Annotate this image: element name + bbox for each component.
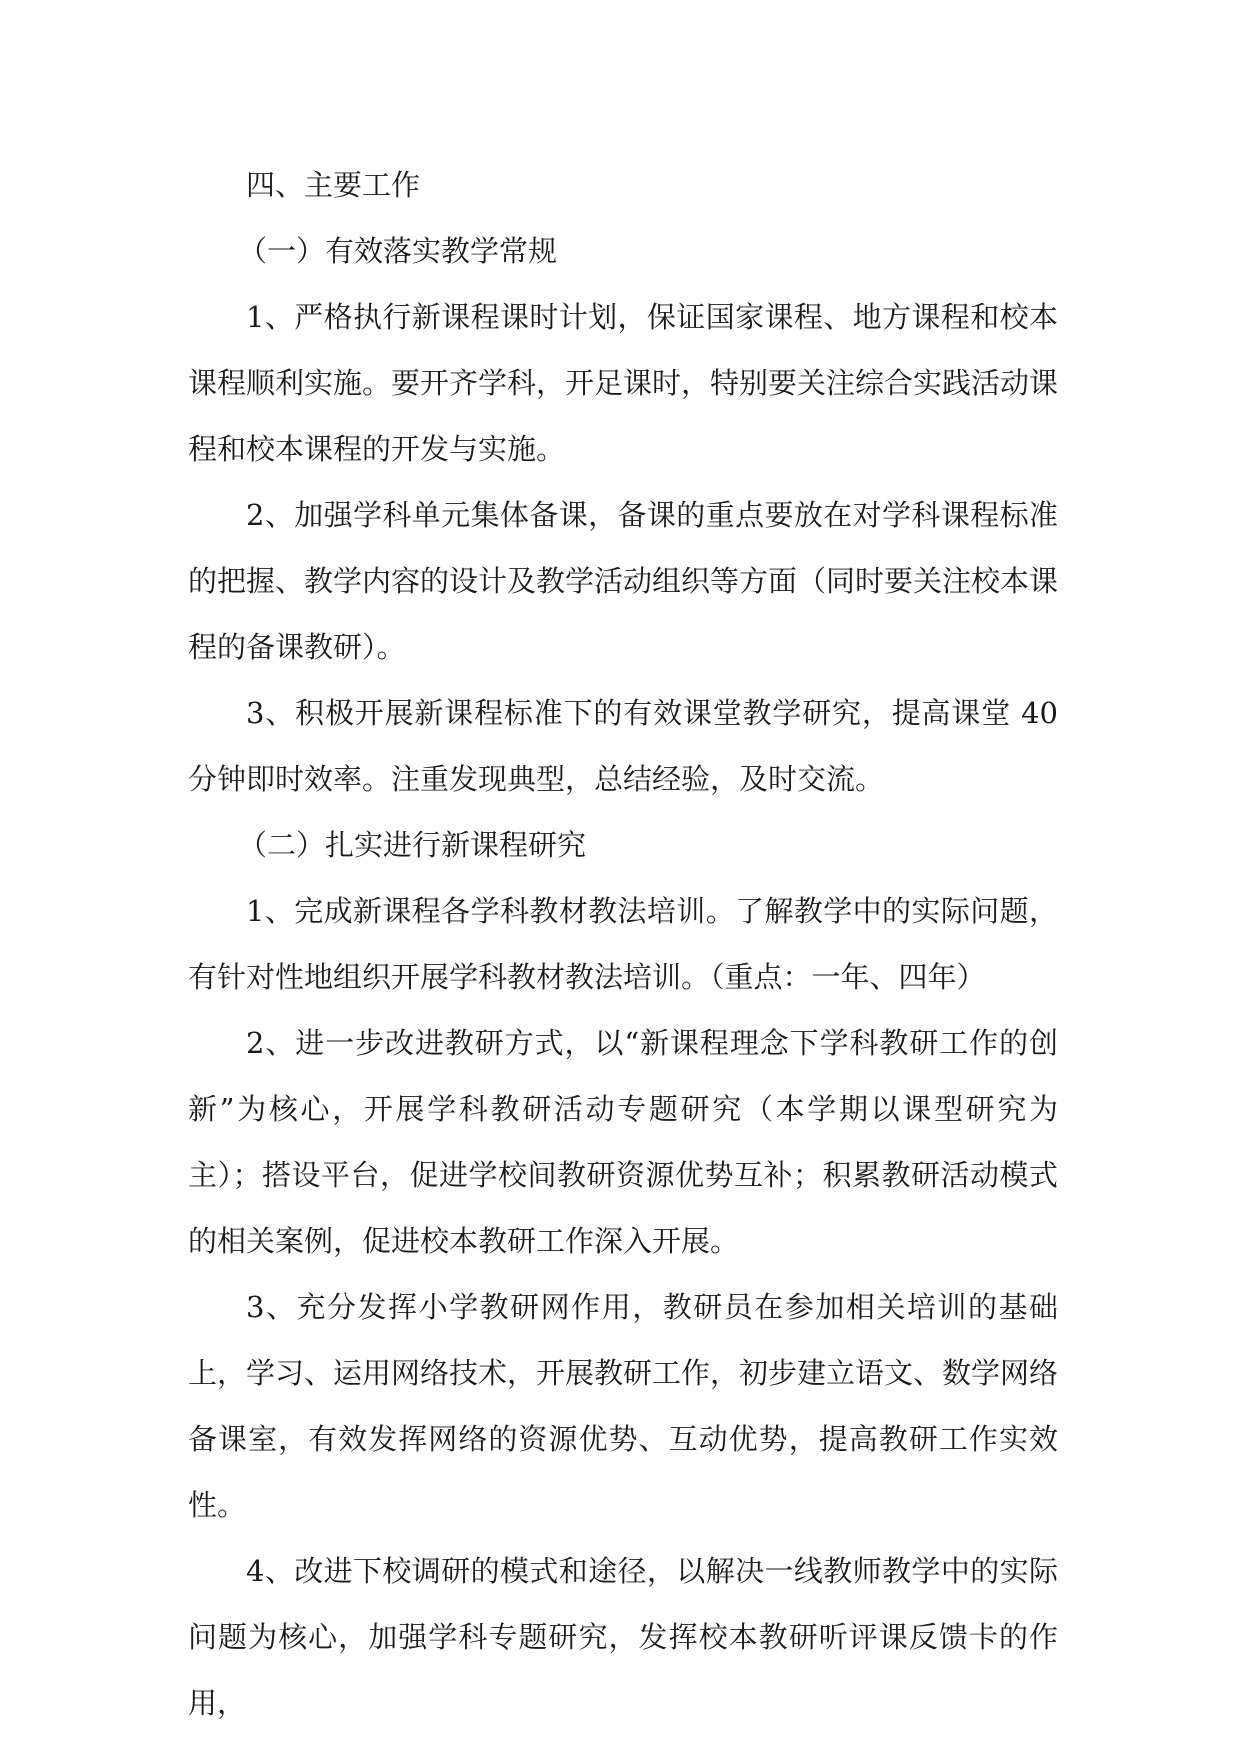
paragraph-1-1: 1、严格执行新课程课时计划，保证国家课程、地方课程和校本课程顺利实施。要开齐学科，开足课时，特别要关注综合实践活动课程和校本课程的开发与实施。 — [188, 300, 1059, 466]
paragraph-1-2: 2、加强学科单元集体备课，备课的重点要放在对学科课程标准的把握、教学内容的设计及教学活动组织等方面（同时要关注校本课程的备课教研）。 — [188, 498, 1059, 664]
subsection-title-2: （二）扎实进行新课程研究 — [238, 828, 587, 862]
subsection-title-1: （一）有效落实教学常规 — [238, 234, 558, 268]
paragraph-1-3: 3、积极开展新课程标准下的有效课堂教学研究，提高课堂 40 分钟即时效率。注重发现典型，总结经验，及时交流。 — [188, 696, 1058, 796]
document-body — [188, 152, 1058, 1736]
paragraph-2-3: 3、充分发挥小学教研网作用，教研员在参加相关培训的基础上，学习、运用网络技术，开展教研工作，初步建立语文、数学网络备课室，有效发挥网络的资源优势、互动优势，提高教研工作实效性。 — [188, 1290, 1059, 1522]
section-heading: 四、主要工作 — [246, 168, 421, 202]
paragraph-2-2: 2、进一步改进教研方式，以“新课程理念下学科教研工作的创新”为核心，开展学科教研活动专题研究（本学期以课型研究为主）；搭设平台，促进学校间教研资源优势互补；积累教研活动模式的相关案例，促进校本教研工作深入开展。 — [188, 1026, 1058, 1258]
paragraph-2-4: 4、改进下校调研的模式和途径，以解决一线教师教学中的实际问题为核心，加强学科专题研究，发挥校本教研听评课反馈卡的作用， — [188, 1554, 1058, 1720]
paragraph-2-1: 1、完成新课程各学科教材教法培训。了解教学中的实际问题，有针对性地组织开展学科教材教法培训。（重点：一年、四年） — [188, 894, 1058, 994]
